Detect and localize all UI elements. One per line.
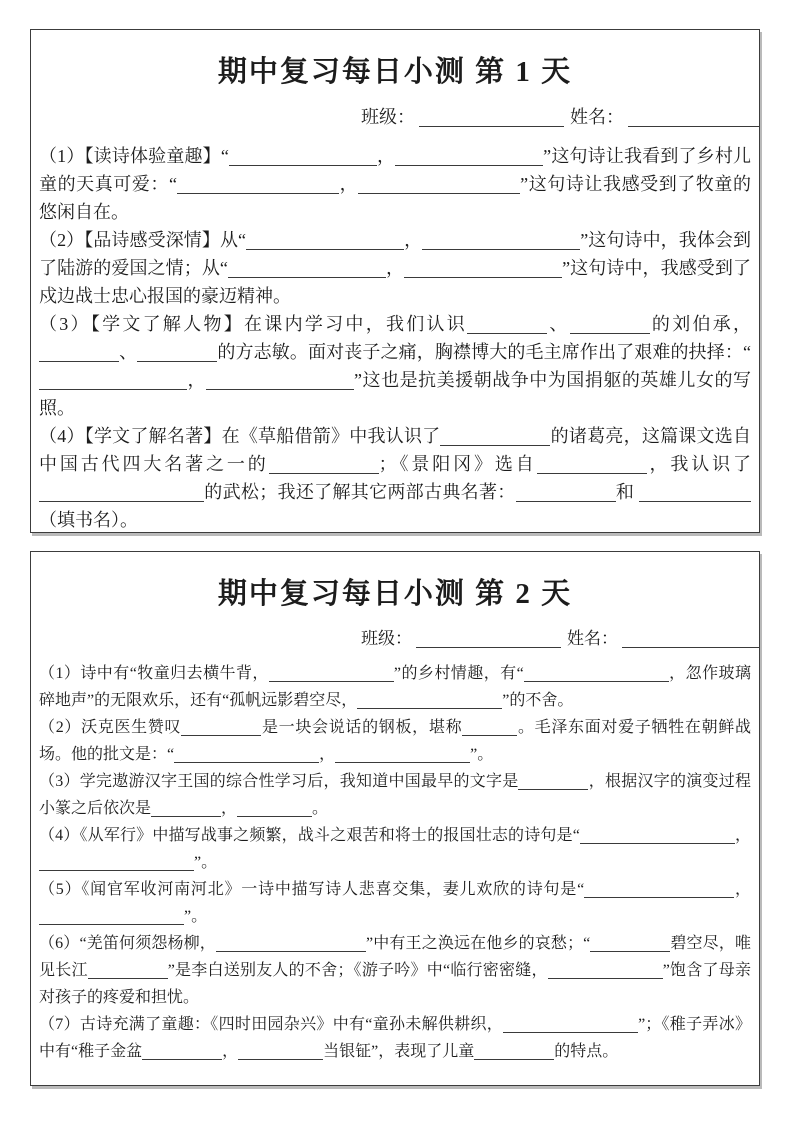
fill-blank [584,881,734,898]
text-run: （7）古诗充满了童趣：《四时田园杂兴》中有“童孙未解供耕织， [39,1016,504,1033]
fill-blank [440,427,550,446]
text-run: （1）诗中有“牧童归去横牛背， [39,665,269,682]
fill-blank [590,935,670,952]
class-label: 班级： [361,629,412,648]
text-run: 的武松；我还了解其它两部古典名著： [204,482,516,502]
student-info-row-day1 [39,104,751,130]
fill-blank [228,259,386,278]
text-run: （2）【品诗感受深情】从“ [39,230,247,250]
name-blank-line [628,108,760,127]
fill-blank [404,259,562,278]
fill-blank [462,719,517,736]
class-blank-line [416,630,561,648]
text-run: （4）《从军行》中描写战事之频繁，战斗之艰苦和将士的报国壮志的诗句是“ [39,827,580,844]
fill-blank [39,483,204,502]
question-list-day1 [39,142,751,533]
fill-blank [216,935,366,952]
fill-blank [229,147,377,166]
text-run: （4）【学文了解名著】在《草船借箭》中我认识了 [39,426,441,446]
text-run: ”这句诗中，我体会到了陆游的爱国之情；从“ [39,230,752,278]
question-paragraph [39,930,751,1011]
fill-blank [39,343,119,362]
question-paragraph [39,142,751,226]
text-run: ”这句诗中，我感受到了戍边战士忠心报国的豪迈精神。 [39,258,751,306]
text-run: （6）“羌笛何须怨杨柳， [39,935,216,952]
text-run: ”；《稚子弄冰》中有“稚子金盆 [39,1016,751,1060]
student-info-row-day2 [39,626,751,652]
text-run: （3）【学文了解人物】在课内学习中，我们认识 [39,314,468,334]
text-run: ”。 [194,854,218,871]
text-run: ， [734,827,751,844]
class-blank-line [419,108,564,127]
fill-blank [206,371,354,390]
fill-blank [142,1043,222,1060]
text-run: 、 [547,314,570,334]
fill-blank [237,800,312,817]
text-run: ；《景阳冈》选自 [378,454,537,474]
text-run: ，忽作玻璃碎地声”的无限欢乐，还有“孤帆远影碧空尽， [39,665,751,709]
fill-blank [177,175,339,194]
text-run: 是一块会说话的钢板，堪称 [261,719,463,736]
text-run: 。毛泽东面对爱子牺牲在朝鲜战场。他的批文是：“ [39,719,751,763]
fill-blank [537,455,647,474]
fill-blank [503,1016,638,1033]
fill-blank [269,665,394,682]
quiz-card-day1 [30,29,760,533]
text-run: ， [339,174,359,194]
fill-blank [357,692,502,709]
fill-blank [39,854,194,871]
text-run: ”。 [184,908,208,925]
class-label: 班级： [361,107,415,127]
fill-blank [518,773,588,790]
fill-blank [358,175,520,194]
fill-blank [335,746,470,763]
text-run: ”。 [470,746,494,763]
question-paragraph [39,660,751,714]
fill-blank [246,231,404,250]
question-paragraph [39,310,751,422]
question-list-day2 [39,660,751,1065]
text-run: ， [222,1043,239,1060]
fill-blank [151,800,221,817]
fill-blank [524,665,669,682]
name-label: 姓名： [570,107,624,127]
text-run: 的特点。 [554,1043,619,1060]
text-run: 的诸葛亮，这篇课文选自中国古代四大名著之一的 [39,426,752,474]
fill-blank [88,962,168,979]
name-blank-line [622,630,760,648]
text-run: ，我认识了 [646,454,751,474]
text-run: ”饱含了母亲对孩子的疼爱和担忧。 [39,962,751,1006]
text-run: 碧空尽，唯见长江 [39,935,751,979]
question-paragraph [39,422,751,533]
text-run: 和 [615,482,640,502]
fill-blank [269,455,379,474]
text-run: ， [319,746,336,763]
text-run: 。 [312,800,329,817]
text-run: ， [385,258,405,278]
question-paragraph [39,1011,751,1065]
text-run: ”的不舍。 [502,692,574,709]
fill-blank [467,315,547,334]
fill-blank [474,1043,554,1060]
fill-blank [570,315,650,334]
text-run: （5）《闻官军收河南河北》一诗中描写诗人悲喜交集，妻儿欢欣的诗句是“ [39,881,585,898]
fill-blank [548,962,663,979]
text-run: ”这句诗让我看到了乡村儿童的天真可爱：“ [39,146,751,194]
text-run: ， [404,230,423,250]
text-run: （1）【读诗体验童趣】“ [39,146,229,166]
text-run: 的方志敏。面对丧子之痛，胸襟博大的毛主席作出了艰难的抉择：“ [217,342,751,362]
fill-blank [516,483,616,502]
text-run: ”中有王之涣远在他乡的哀愁；“ [365,935,591,952]
fill-blank [174,746,319,763]
quiz-title-day1: 期中复习每日小测 第 1 天 [217,56,573,88]
fill-blank [639,483,751,502]
text-run: （2）沃克医生赞叹 [39,719,182,736]
text-run: 、 [119,342,138,362]
fill-blank [422,231,580,250]
text-run: ， [376,146,396,166]
name-label: 姓名： [567,629,618,648]
quiz-card-day2 [30,551,760,1086]
question-paragraph [39,876,751,930]
text-run: ， [734,881,751,898]
text-run: （3）学完遨游汉字王国的综合性学习后，我知道中国最早的文字是 [39,773,519,790]
fill-blank [39,908,184,925]
fill-blank [580,827,735,844]
fill-blank [395,147,543,166]
text-run: （填书名）。 [39,510,138,530]
text-run: ”这句诗让我感受到了牧童的悠闲自在。 [39,174,752,222]
fill-blank [238,1043,323,1060]
text-run: 的刘伯承， [649,314,752,334]
text-run: ”这也是抗美援朝战争中为国捐躯的英雄儿女的写照。 [39,370,751,418]
question-paragraph [39,226,751,310]
question-paragraph [39,768,751,822]
fill-blank [181,719,261,736]
text-run: 当银钲”，表现了儿童 [323,1043,475,1060]
text-run: ”的乡村情趣，有“ [393,665,524,682]
text-run: ，根据汉字的演变过程小篆之后依次是 [39,773,751,817]
fill-blank [137,343,217,362]
text-run: ， [221,800,238,817]
quiz-title-day2: 期中复习每日小测 第 2 天 [217,578,573,610]
question-paragraph [39,714,751,768]
question-paragraph [39,822,751,876]
text-run: ， [187,370,207,390]
text-run: ”是李白送别友人的不舍；《游子吟》中“临行密密缝， [167,962,548,979]
fill-blank [39,371,187,390]
